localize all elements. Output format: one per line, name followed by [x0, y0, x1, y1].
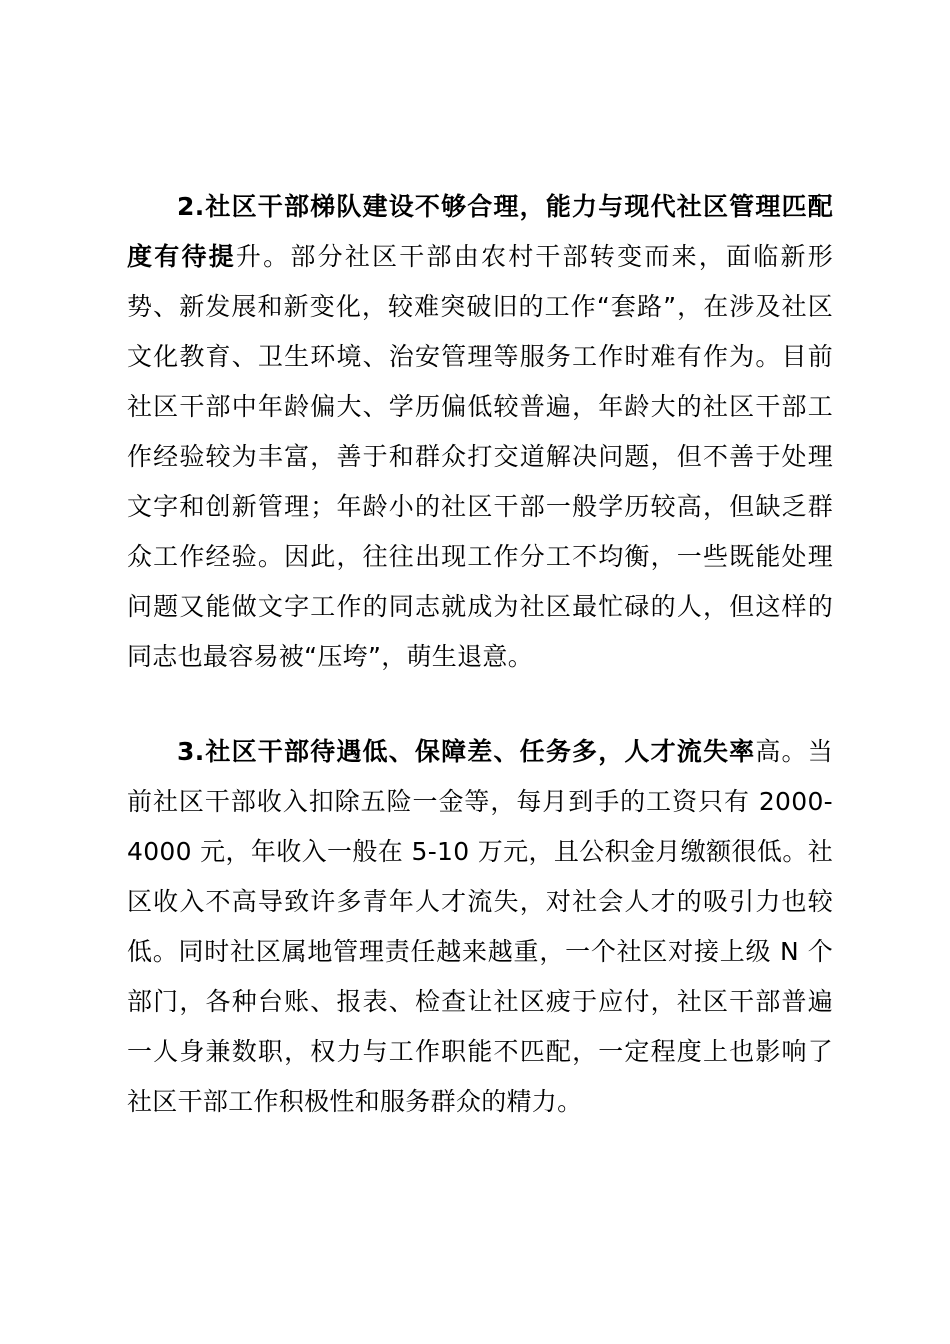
paragraph-2-body: 升。部分社区干部由农村干部转变而来，面临新形势、新发展和新变化，较难突破旧的工作“套路”，在涉及社区文化教育、卫生环境、治安管理等服务工作时难有作为。目前社区干部中年龄偏大、学历偏低较普遍，年龄大的社区干部工作经验较为丰富，善于和群众打交道解决问题，但不善于处理文字和创新管理；年龄小的社区干部一般学历较高，但缺乏群众工作经验。因此，往往出现工作分工不均衡，一些既能处理问题又能做文字工作的同志就成为社区最忙碌的人，但这样的同志也最容易被“压垮”，萌生退意。 — [127, 242, 834, 671]
paragraph-3-body: 高。当前社区干部收入扣除五险一金等，每月到手的工资只有 2000-4000 元，年收入一般在 5-10 万元，且公积金月缴额很低。社区收入不高导致许多青年人才流失，对社会人才的吸引力也较低。同时社区属地管理责任越来越重，一个社区对接上级 N 个部门，各种台账、报表、检查让社区疲于应付，社区干部普遍一人身兼数职，权力与工作职能不匹配，一定程度上也影响了社区干部工作积极性和服务群众的精力。 — [127, 737, 834, 1116]
paragraph-3 — [127, 727, 833, 1127]
paragraph-2 — [127, 182, 833, 682]
paragraph-3-heading: 3.社区干部待遇低、保障差、任务多，人才流失率 — [177, 737, 756, 766]
paragraph-2-heading: 2.社区干部梯队建设不够合理，能力与现代社区管理匹配度有待提 — [127, 192, 833, 271]
